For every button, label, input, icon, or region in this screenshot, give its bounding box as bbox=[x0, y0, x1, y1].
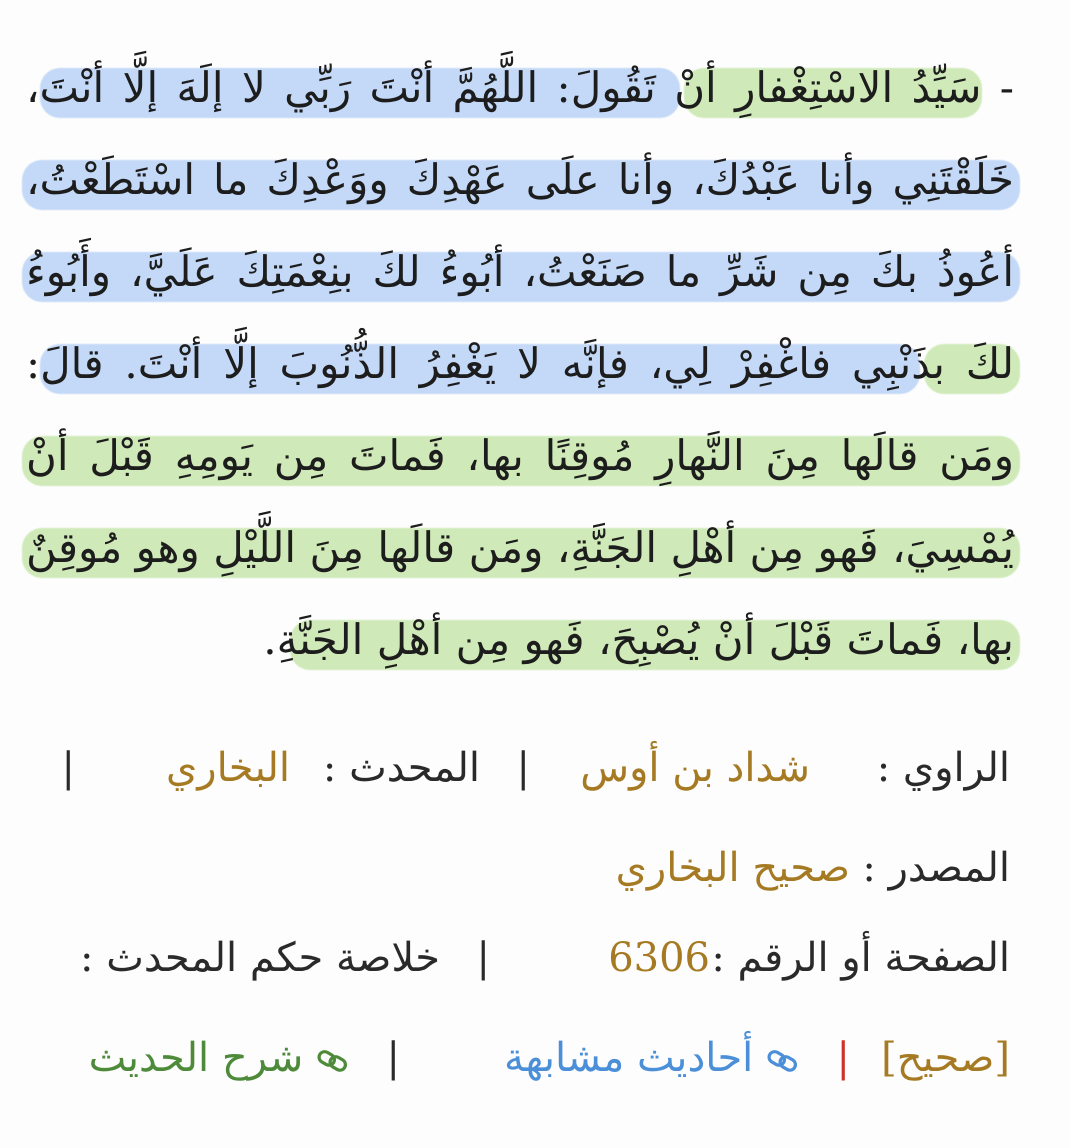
ruling-label: خلاصة حكم المحدث : bbox=[80, 935, 440, 981]
narrator-value[interactable]: شداد بن أوس bbox=[580, 745, 810, 791]
hadith-line-text: أعُوذُ بكَ مِن شَرِّ ما صَنَعْتُ، أبُوءُ لكَ بنِعْمَتِكَ عَلَيَّ، وأَبُوءُ bbox=[26, 247, 1014, 296]
hadith-line-text: ومَن قالَها مِنَ النَّهارِ مُوقِنًا بها، فَماتَ مِن يَومِهِ قَبْلَ أنْ bbox=[26, 431, 1014, 480]
pipe-separator: | bbox=[386, 1035, 400, 1081]
ruling-value: [صحيح] bbox=[881, 1035, 1010, 1081]
source-value[interactable]: صحيح البخاري bbox=[615, 845, 850, 891]
hadith-line-text: - سَيِّدُ الاسْتِغْفارِ أنْ تَقُولَ: اللَّهُمَّ أنْتَ رَبِّي لا إلَهَ إلَّا أنْتَ، bbox=[26, 63, 1014, 112]
page-number-row bbox=[40, 935, 1010, 995]
narrator-label: الراوي : bbox=[876, 745, 1010, 791]
hadith-line-1 bbox=[20, 42, 1020, 134]
pipe-separator: | bbox=[836, 1035, 850, 1081]
explain-hadith-label[interactable]: شرح الحديث bbox=[88, 1035, 304, 1081]
hadith-text bbox=[20, 42, 1020, 686]
source-row bbox=[40, 845, 1010, 905]
hadith-line-text: بها، فَماتَ قَبْلَ أنْ يُصْبِحَ، فَهو مِن أهْلِ الجَنَّةِ. bbox=[263, 615, 1014, 664]
hadith-line-4 bbox=[20, 318, 1020, 410]
hadith-line-text: يُمْسِيَ، فَهو مِن أهْلِ الجَنَّةِ، ومَن قالَها مِنَ اللَّيْلِ وهو مُوقِنٌ bbox=[26, 523, 1015, 572]
muhaddith-label: المحدث : bbox=[322, 745, 480, 791]
hadith-line-3 bbox=[20, 226, 1020, 318]
page-value: 6306 bbox=[608, 935, 710, 981]
similar-hadith-link[interactable] bbox=[504, 1035, 800, 1081]
pipe-separator: | bbox=[516, 745, 530, 791]
explain-hadith-link[interactable] bbox=[89, 1035, 350, 1081]
narrator-row bbox=[40, 745, 1010, 805]
chain-link-icon bbox=[766, 1048, 800, 1074]
page-label: الصفحة أو الرقم : bbox=[711, 935, 1010, 981]
hadith-line-6 bbox=[20, 502, 1020, 594]
source-label: المصدر : bbox=[862, 845, 1010, 891]
pipe-separator: | bbox=[61, 745, 75, 791]
ruling-links-row bbox=[40, 1035, 1010, 1105]
hadith-line-text: لكَ بذَنْبِي فاغْفِرْ لِي، فإنَّه لا يَغْفِرُ الذُّنُوبَ إلَّا أنْتَ. قالَ: bbox=[26, 339, 1014, 388]
hadith-line-text: خَلَقْتَنِي وأنا عَبْدُكَ، وأنا علَى عَهْدِكَ ووَعْدِكَ ما اسْتَطَعْتُ، bbox=[26, 155, 1014, 204]
chain-link-icon bbox=[316, 1048, 350, 1074]
hadith-line-7 bbox=[20, 594, 1020, 686]
hadith-line-2 bbox=[20, 134, 1020, 226]
pipe-separator: | bbox=[476, 935, 490, 981]
hadith-line-5 bbox=[20, 410, 1020, 502]
muhaddith-value[interactable]: البخاري bbox=[165, 745, 290, 791]
similar-hadith-label[interactable]: أحاديث مشابهة bbox=[504, 1035, 754, 1081]
